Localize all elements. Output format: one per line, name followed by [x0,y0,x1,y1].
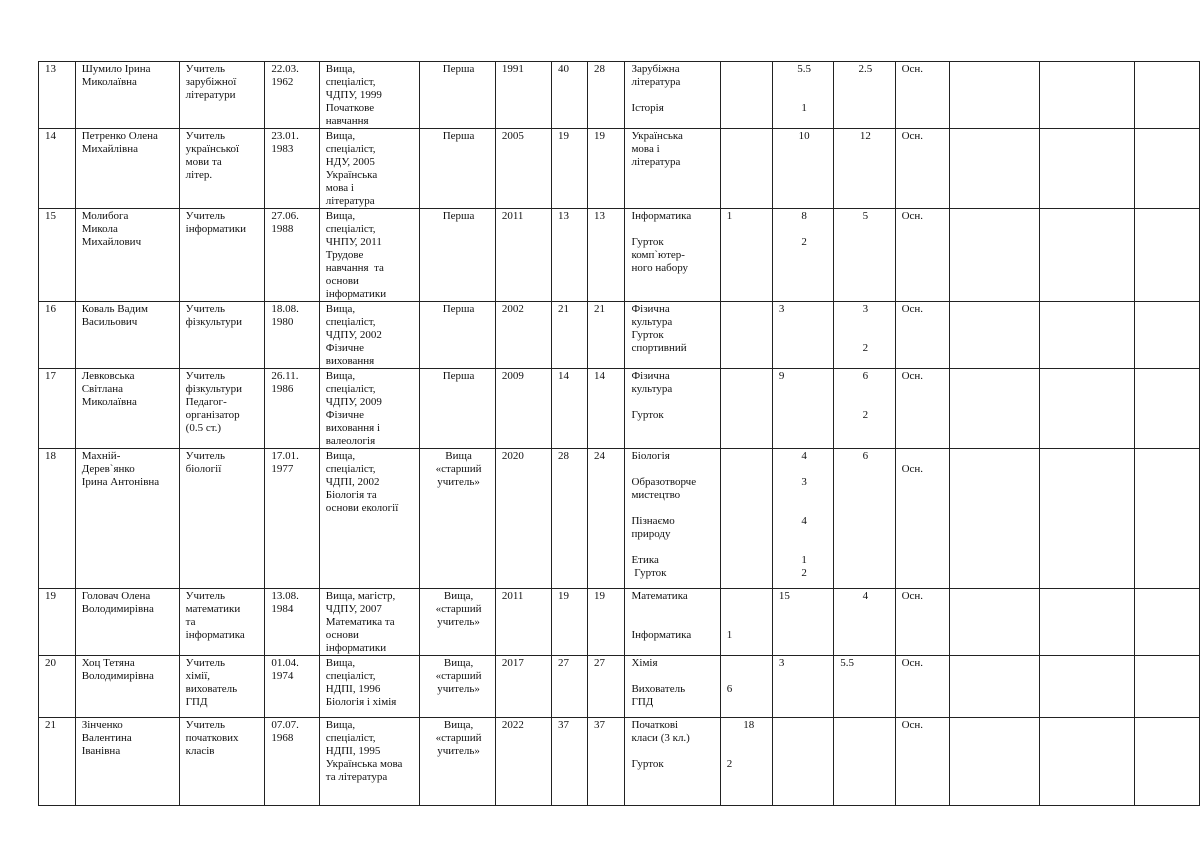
cell-hours-col-3: 5 [834,209,895,302]
cell-hours-col-2: 9 [772,369,833,449]
cell-employment-type: Осн. [895,656,950,718]
cell-hours-col-3: 2.5 [834,62,895,129]
cell-subjects: Початкові класи (3 кл.) Гурток [625,718,720,806]
table-row [39,449,1200,589]
cell-empty-col-2 [1040,718,1135,806]
cell-total-experience: 40 [552,62,588,129]
cell-education: Вища, спеціаліст, ЧДПУ, 2009 Фізичне виховання і валеологія [319,369,419,449]
table-row [39,302,1200,369]
cell-empty-col-1 [950,718,1040,806]
cell-empty-col-2 [1040,302,1135,369]
cell-birth-date: 18.08. 1980 [265,302,319,369]
cell-attestation-year: 2002 [495,302,551,369]
cell-hours-col-3: 3 2 [834,302,895,369]
cell-position: Учитель біології [179,449,265,589]
cell-hours-col-3: 5.5 [834,656,895,718]
cell-hours-col-1 [720,449,772,589]
cell-teacher-name: Левковська Світлана Миколаївна [75,369,179,449]
cell-hours-col-1: 6 [720,656,772,718]
cell-category: Перша [420,62,496,129]
cell-row-number: 13 [39,62,76,129]
cell-total-experience: 27 [552,656,588,718]
cell-education: Вища, спеціаліст, ЧДПУ, 2002 Фізичне виховання [319,302,419,369]
table-row [39,718,1200,806]
cell-birth-date: 07.07. 1968 [265,718,319,806]
cell-birth-date: 17.01. 1977 [265,449,319,589]
cell-teaching-experience: 19 [587,129,624,209]
cell-attestation-year: 2022 [495,718,551,806]
cell-birth-date: 01.04. 1974 [265,656,319,718]
cell-employment-type: Осн. [895,369,950,449]
cell-teacher-name: Молибога Микола Михайлович [75,209,179,302]
cell-birth-date: 26.11. 1986 [265,369,319,449]
cell-category: Перша [420,209,496,302]
cell-total-experience: 19 [552,589,588,656]
cell-subjects: Інформатика Гурток комп`ютер- ного набору [625,209,720,302]
cell-empty-col-2 [1040,656,1135,718]
cell-hours-col-2: 10 [772,129,833,209]
cell-birth-date: 23.01. 1983 [265,129,319,209]
cell-empty-col-2 [1040,129,1135,209]
cell-attestation-year: 2011 [495,209,551,302]
cell-total-experience: 14 [552,369,588,449]
cell-total-experience: 21 [552,302,588,369]
cell-row-number: 14 [39,129,76,209]
cell-subjects: Зарубіжна література Історія [625,62,720,129]
cell-category: Перша [420,369,496,449]
cell-category: Вища «старший учитель» [420,449,496,589]
cell-hours-col-1 [720,62,772,129]
cell-attestation-year: 1991 [495,62,551,129]
cell-hours-col-2: 3 [772,656,833,718]
cell-education: Вища, спеціаліст, ЧДПУ, 1999 Початкове навчання [319,62,419,129]
cell-empty-col-3 [1134,62,1199,129]
cell-birth-date: 13.08. 1984 [265,589,319,656]
cell-hours-col-2: 15 [772,589,833,656]
cell-teaching-experience: 24 [587,449,624,589]
cell-teacher-name: Коваль Вадим Васильович [75,302,179,369]
cell-empty-col-3 [1134,718,1199,806]
cell-hours-col-2 [772,718,833,806]
cell-teaching-experience: 14 [587,369,624,449]
cell-employment-type: Осн. [895,302,950,369]
table-row [39,62,1200,129]
cell-subjects: Українська мова і література [625,129,720,209]
cell-subjects: Фізична культура Гурток спортивний [625,302,720,369]
cell-teacher-name: Головач Олена Володимирівна [75,589,179,656]
cell-row-number: 16 [39,302,76,369]
cell-hours-col-3: 4 [834,589,895,656]
cell-employment-type: Осн. [895,62,950,129]
table-row [39,589,1200,656]
cell-empty-col-1 [950,302,1040,369]
cell-hours-col-1 [720,129,772,209]
cell-attestation-year: 2009 [495,369,551,449]
cell-row-number: 20 [39,656,76,718]
cell-position: Учитель математики та інформатика [179,589,265,656]
cell-empty-col-3 [1134,449,1199,589]
cell-empty-col-2 [1040,589,1135,656]
cell-hours-col-3: 6 2 [834,369,895,449]
cell-hours-col-2: 8 2 [772,209,833,302]
cell-birth-date: 27.06. 1988 [265,209,319,302]
cell-attestation-year: 2017 [495,656,551,718]
cell-empty-col-1 [950,449,1040,589]
cell-total-experience: 37 [552,718,588,806]
cell-attestation-year: 2020 [495,449,551,589]
cell-employment-type: Осн. [895,449,950,589]
cell-education: Вища, спеціаліст, ЧНПУ, 2011 Трудове навчання та основи інформатики [319,209,419,302]
cell-empty-col-3 [1134,302,1199,369]
cell-position: Учитель фізкультури Педагог- організатор (0.5 ст.) [179,369,265,449]
cell-position: Учитель початкових класів [179,718,265,806]
cell-row-number: 19 [39,589,76,656]
table-row [39,369,1200,449]
cell-position: Учитель хімії, вихователь ГПД [179,656,265,718]
cell-hours-col-1 [720,369,772,449]
cell-total-experience: 28 [552,449,588,589]
cell-education: Вища, спеціаліст, ЧДПІ, 2002 Біологія та основи екології [319,449,419,589]
cell-teaching-experience: 19 [587,589,624,656]
cell-teacher-name: Петренко Олена Михайлівна [75,129,179,209]
cell-teaching-experience: 37 [587,718,624,806]
cell-subjects: Хімія Вихователь ГПД [625,656,720,718]
cell-empty-col-2 [1040,369,1135,449]
cell-hours-col-3 [834,718,895,806]
cell-empty-col-3 [1134,589,1199,656]
cell-empty-col-3 [1134,369,1199,449]
cell-hours-col-1: 1 [720,589,772,656]
staff-table [38,61,1200,806]
cell-teaching-experience: 21 [587,302,624,369]
cell-category: Вища, «старший учитель» [420,656,496,718]
cell-employment-type: Осн. [895,718,950,806]
cell-education: Вища, спеціаліст, НДПІ, 1995 Українська мова та література [319,718,419,806]
cell-position: Учитель фізкультури [179,302,265,369]
cell-teacher-name: Зінченко Валентина Іванівна [75,718,179,806]
cell-empty-col-2 [1040,209,1135,302]
cell-empty-col-1 [950,589,1040,656]
cell-empty-col-3 [1134,209,1199,302]
cell-education: Вища, спеціаліст, НДУ, 2005 Українська мова і література [319,129,419,209]
cell-row-number: 15 [39,209,76,302]
cell-birth-date: 22.03. 1962 [265,62,319,129]
cell-teacher-name: Шумило Ірина Миколаївна [75,62,179,129]
cell-total-experience: 19 [552,129,588,209]
table-row [39,129,1200,209]
cell-attestation-year: 2005 [495,129,551,209]
cell-subjects: Біологія Образотворче мистецтво Пізнаємо природу Етика Гурток [625,449,720,589]
cell-category: Перша [420,302,496,369]
cell-row-number: 18 [39,449,76,589]
cell-subjects: Математика Інформатика [625,589,720,656]
cell-empty-col-1 [950,369,1040,449]
cell-empty-col-3 [1134,129,1199,209]
cell-teacher-name: Махній- Дерев`янко Ірина Антонівна [75,449,179,589]
cell-empty-col-1 [950,656,1040,718]
cell-position: Учитель інформатики [179,209,265,302]
cell-hours-col-3: 6 [834,449,895,589]
cell-attestation-year: 2011 [495,589,551,656]
cell-hours-col-3: 12 [834,129,895,209]
cell-empty-col-1 [950,129,1040,209]
table-row [39,656,1200,718]
cell-hours-col-2: 4 3 4 1 2 [772,449,833,589]
cell-teaching-experience: 28 [587,62,624,129]
cell-empty-col-2 [1040,62,1135,129]
cell-total-experience: 13 [552,209,588,302]
cell-hours-col-1: 18 2 [720,718,772,806]
cell-category: Вища, «старший учитель» [420,718,496,806]
cell-education: Вища, магістр, ЧДПУ, 2007 Математика та основи інформатики [319,589,419,656]
cell-category: Перша [420,129,496,209]
cell-position: Учитель української мови та літер. [179,129,265,209]
cell-hours-col-1: 1 [720,209,772,302]
cell-position: Учитель зарубіжної літератури [179,62,265,129]
table-row [39,209,1200,302]
cell-hours-col-2: 3 [772,302,833,369]
cell-row-number: 21 [39,718,76,806]
cell-empty-col-1 [950,62,1040,129]
cell-hours-col-1 [720,302,772,369]
cell-employment-type: Осн. [895,589,950,656]
cell-category: Вища, «старший учитель» [420,589,496,656]
cell-empty-col-1 [950,209,1040,302]
cell-employment-type: Осн. [895,129,950,209]
cell-empty-col-2 [1040,449,1135,589]
cell-empty-col-3 [1134,656,1199,718]
cell-education: Вища, спеціаліст, НДПІ, 1996 Біологія і хімія [319,656,419,718]
cell-teaching-experience: 27 [587,656,624,718]
cell-teacher-name: Хоц Тетяна Володимирівна [75,656,179,718]
cell-employment-type: Осн. [895,209,950,302]
cell-row-number: 17 [39,369,76,449]
cell-subjects: Фізична культура Гурток [625,369,720,449]
cell-teaching-experience: 13 [587,209,624,302]
cell-hours-col-2: 5.5 1 [772,62,833,129]
